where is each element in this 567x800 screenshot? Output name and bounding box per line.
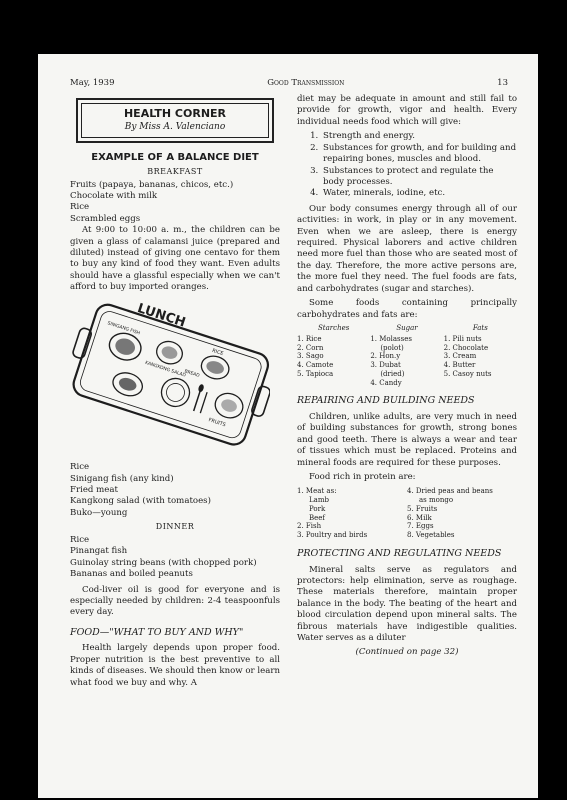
health-corner-byline: By Miss A. Valenciano [124, 121, 226, 132]
list-item: 7. Eggs [407, 522, 434, 531]
list-item: 4. Dried peas and beans [407, 487, 493, 496]
tray-sinigang-label: SINIGANG FISH [106, 320, 141, 337]
list-item: as mongo [419, 496, 454, 505]
breakfast-item: Scrambled eggs [70, 213, 141, 224]
breakfast-item: Fruits (papaya, bananas, chicos, etc.) [70, 179, 234, 190]
tray-fruits-label: FRUITS [207, 416, 227, 429]
table-cell: 3. Dubat [370, 361, 401, 370]
tray-rice-label: RICE [211, 347, 225, 357]
section-protecting-regulating: PROTECTING AND REGULATING NEEDS [297, 547, 502, 559]
dinner-item: Rice [70, 534, 90, 545]
list-item: 1. Strength and energy. [321, 131, 517, 142]
list-item: 6. Milk [407, 513, 432, 522]
table-cell: (polot) [380, 343, 404, 352]
table-cell: 2. Hon.y [370, 352, 401, 361]
paragraph-protein-intro: Food rich in protein are: [309, 472, 416, 482]
section-food-what-to-buy: FOOD—"WHAT TO BUY AND WHY" [70, 626, 244, 638]
protein-list [297, 487, 517, 540]
tray-kangkong-label: KANGKONG SALAD [144, 360, 187, 379]
list-item: 8. Vegetables [407, 531, 455, 540]
table-cell: 5. Casoy nuts [443, 369, 492, 378]
table-cell: (dried) [380, 369, 405, 378]
dinner-item: Bananas and boiled peanuts [70, 569, 193, 580]
list-item: 1. Meat as: [297, 487, 337, 496]
list-item: 4. Water, minerals, iodine, etc. [321, 188, 517, 199]
list-item: 3. Substances to protect and regulate the body processes. [321, 166, 517, 189]
table-cell: 1. Rice [297, 334, 322, 343]
paragraph-diet-adequate: diet may be adequate in amount and still fail to provide for growth, vigor and health. Every individual needs food which will give: [297, 94, 517, 127]
paragraph-energy: Our body consumes energy through all of our activities: in work, in play or in any movement. Even when we are asleep, there is energy required. Physical laborers and active children need more fuel than those who are seated most of the day. Therefore, the more active persons are, the more fuel they need. The fuel foods are fats, and carbohydrates (sugar and starches). [297, 203, 517, 294]
section-repairing-building: REPAIRING AND BUILDING NEEDS [297, 395, 475, 407]
column-header-sugar: Sugar [396, 324, 418, 333]
health-corner-box [76, 98, 274, 143]
lunch-item: Fried meat [70, 485, 118, 495]
dinner-item: Pinangat fish [70, 546, 128, 557]
dinner-item: Guinolay string beans (with chopped pork) [70, 557, 257, 568]
header-page-number: 13 [497, 78, 508, 88]
paragraph-cod-liver-oil: Cod-liver oil is good for everyone and is especially needed by children: 2-4 teaspoonfuls every day. [70, 584, 280, 618]
lunch-item: Kangkong salad (with tomatoes) [70, 496, 211, 507]
table-cell: 1. Pili nuts [443, 334, 482, 343]
list-item: 5. Fruits [407, 504, 438, 513]
table-cell: 4. Butter [443, 361, 476, 370]
magazine-page [38, 54, 538, 798]
balance-diet-heading: EXAMPLE OF A BALANCE DIET [91, 151, 259, 163]
paragraph-health-food: Health largely depends upon proper food. Proper nutrition is the best preventive to all kinds of diseases. We should then know or learn what food we buy and why. A [70, 643, 281, 688]
list-item: 3. Poultry and birds [297, 531, 368, 540]
paragraph-children-building: Children, unlike adults, are very much in need of building substances for growth, strong bones and good teeth. There is always a wear and tear of tissues which must be replaced. Proteins and mineral foods are required for these purposes. [297, 411, 517, 468]
carbohydrates-fats-table [297, 324, 517, 387]
lunch-item: Rice [70, 462, 90, 473]
running-header [70, 78, 508, 88]
lunch-tray-illustration [70, 302, 270, 452]
paragraph-mineral-salts: Mineral salts serve as regulators and protectors: help elimination, serve as roughage. These materials therefore, maintain proper balance in the body. The beating of the heart and blood circulation depend upon mineral salts. The fibrous materials have indigestible qualities. Water serves as a diluter [297, 564, 517, 644]
lunch-item: Buko—young [70, 507, 128, 518]
right-column [297, 94, 517, 658]
breakfast-item: Chocolate with milk [70, 190, 158, 201]
dinner-label: DINNER [155, 522, 195, 532]
table-cell: 2. Corn [297, 343, 324, 352]
table-cell: 3. Cream [443, 352, 477, 361]
continued-note: (Continued on page 32) [355, 646, 459, 657]
table-cell: 3. Sago [297, 352, 324, 361]
table-cell: 5. Tapioca [297, 369, 334, 378]
column-header-starches: Starches [318, 324, 350, 333]
tray-lunch-label: LUNCH [135, 301, 188, 331]
plate-icon [158, 375, 193, 410]
table-cell: 2. Chocolate [443, 343, 489, 352]
left-column [70, 94, 280, 689]
spoon-icon [194, 390, 201, 411]
lunch-item: Sinigang fish (any kind) [70, 473, 174, 484]
table-cell: 4. Candy [370, 378, 402, 387]
list-item: Lamb [309, 496, 329, 505]
paragraph-calamansi: At 9:00 to 10:00 a. m., the children can be given a glass of calamansi juice (prepared and diluted) instead of giving one centavo for them to buy any kind of food they want. Even adults should have a glassful especially when we can't afford to buy imported oranges. [70, 225, 280, 293]
health-corner-title: HEALTH CORNER [123, 107, 227, 120]
table-cell: 1. Molasses [370, 334, 412, 343]
fork-icon [200, 392, 207, 413]
column-header-fats: Fats [472, 324, 488, 333]
list-item: 2. Substances for growth, and for building and repairing bones, muscles and blood. [321, 143, 517, 166]
list-item: Pork [309, 504, 326, 513]
tray-bread-label: BREAD [183, 369, 200, 379]
breakfast-item: Rice [70, 202, 90, 213]
header-title: Good Transmission [267, 78, 345, 88]
header-date: May, 1939 [70, 78, 115, 88]
needs-list [311, 131, 517, 200]
paragraph-carbohydrates: Some foods containing principally carbohydrates and fats are: [297, 298, 517, 320]
table-cell: 4. Camote [297, 361, 334, 370]
list-item: 2. Fish [297, 522, 322, 531]
breakfast-label: BREAKFAST [147, 166, 203, 176]
list-item: Beef [309, 513, 326, 522]
